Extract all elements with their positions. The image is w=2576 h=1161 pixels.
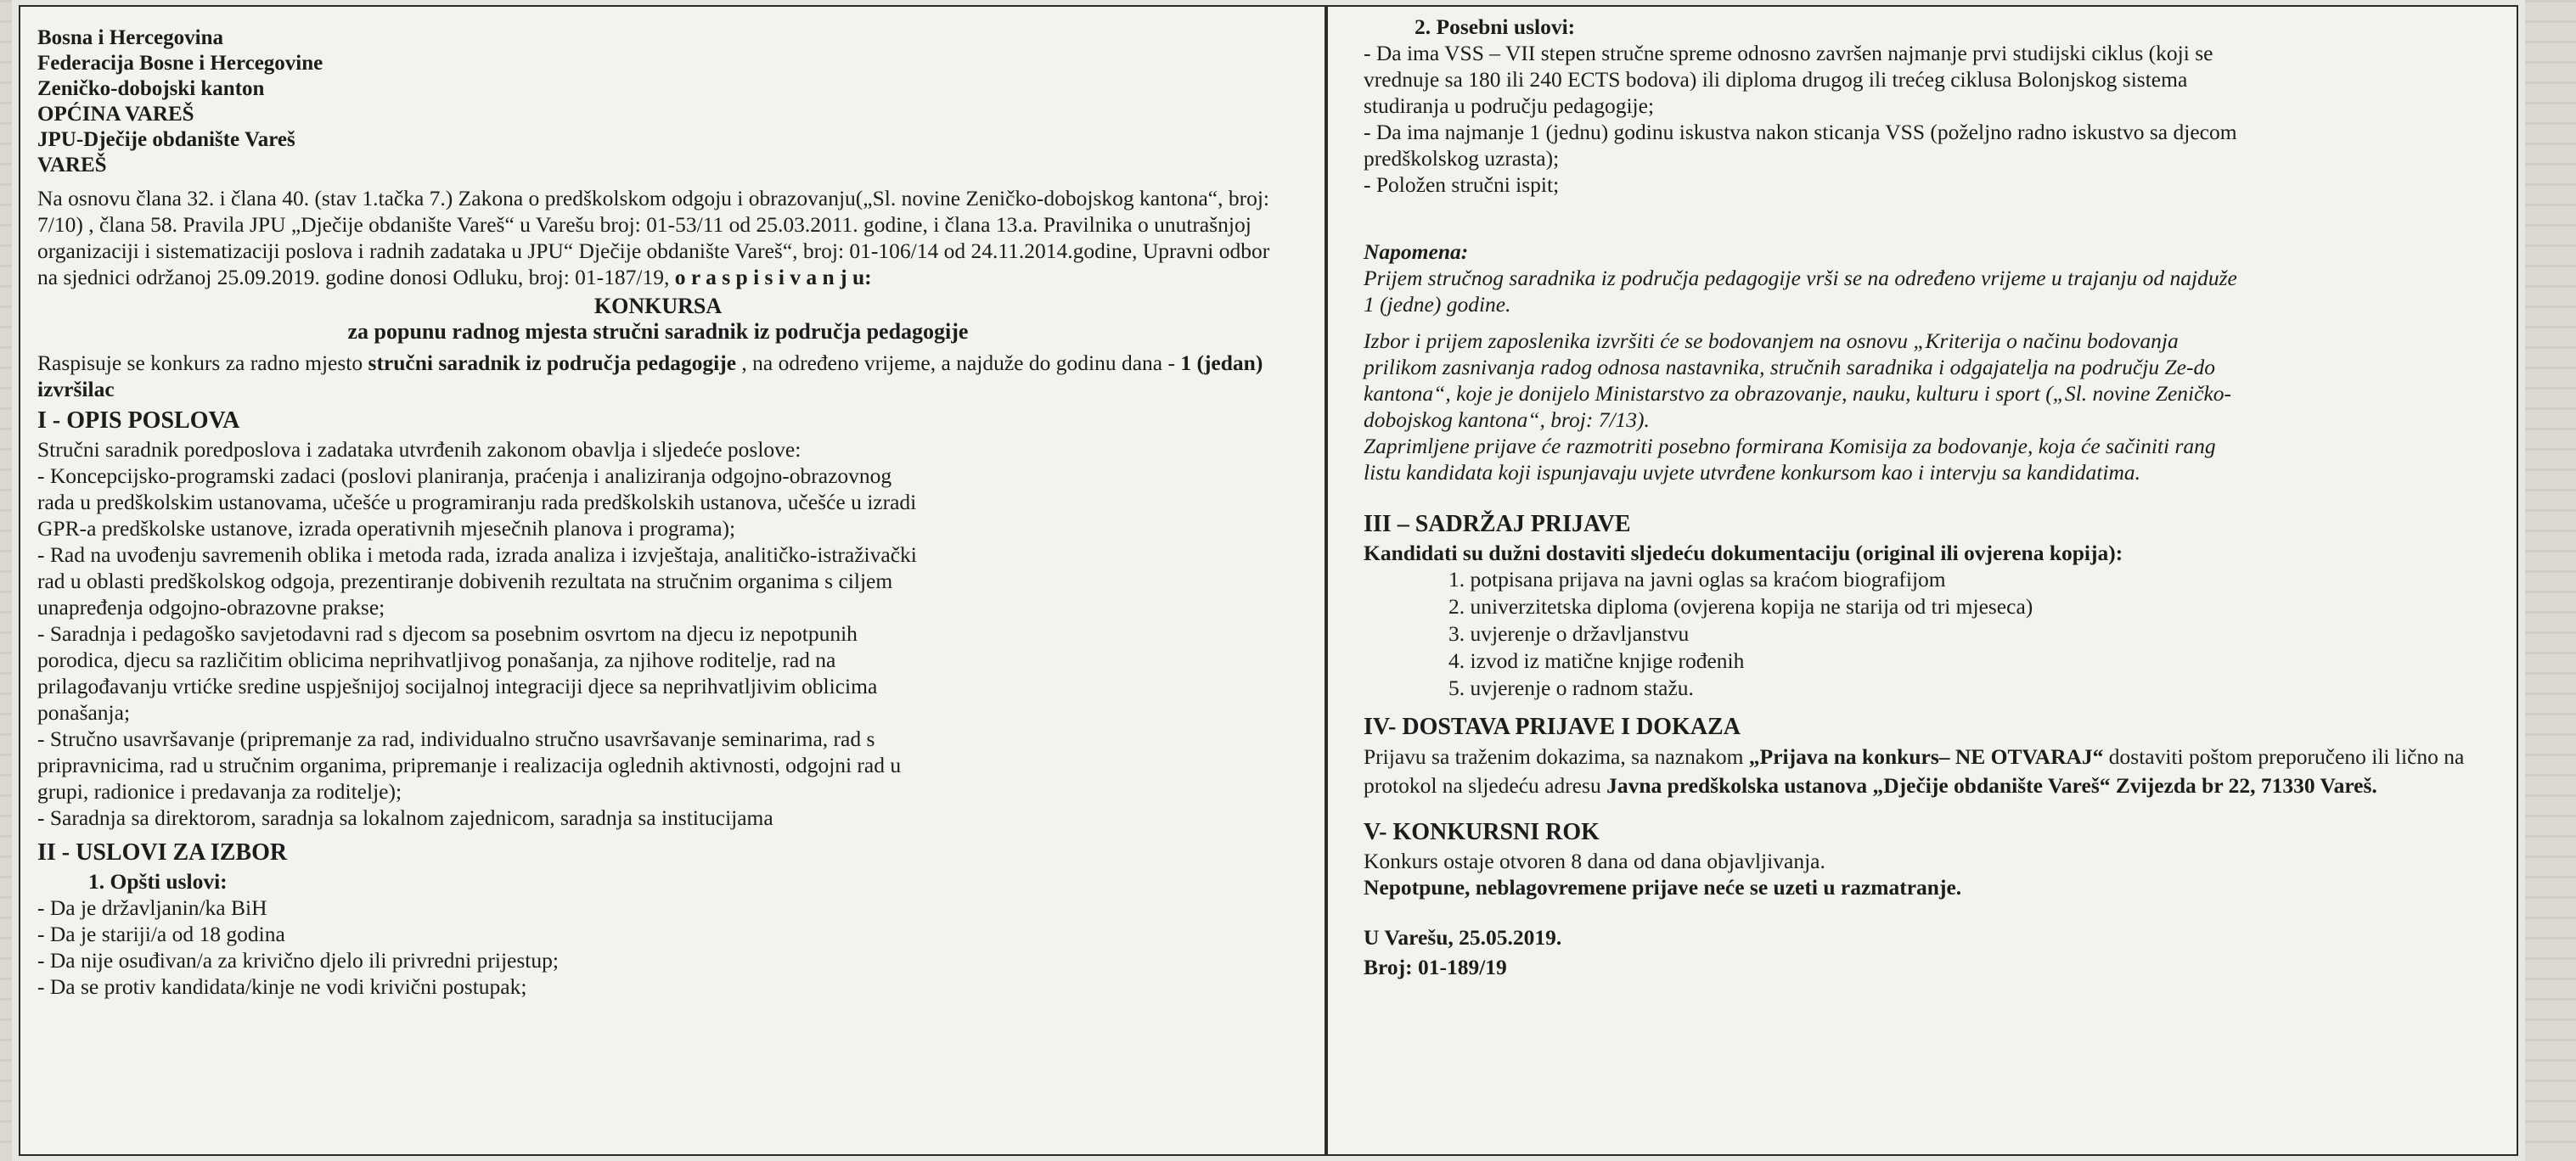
job-description-line: - Saradnja sa direktorom, saradnja sa lokalnom zajednicom, saradnja sa institucijama — [37, 805, 773, 830]
section-heading-delivery: IV- DOSTAVA PRIJAVE I DOKAZA — [1364, 714, 1741, 740]
required-documents-list — [1364, 566, 2505, 702]
section-heading-selection-conditions: II - USLOVI ZA IZBOR — [37, 839, 288, 866]
job-description-line: prilagođavanju vrtićke sredine uspješnijoj socijalnoj integraciji djece sa neprihvatljivim oblicima — [37, 674, 878, 698]
deadline-line: Konkurs ostaje otvoren 8 dana od dana objavljivanja. — [1364, 849, 1825, 873]
special-conditions-list — [1364, 40, 2505, 198]
job-description-line: rada u predškolskim ustanovama, učešće u programiranju rada predškolskih ustanova, učešće u izradi — [37, 490, 917, 514]
note-paragraph-2 — [1364, 328, 2505, 485]
special-conditions-heading: 2. Posebni uslovi: — [1415, 14, 1576, 39]
section-heading-deadline: V- KONKURSNI ROK — [1364, 819, 1600, 845]
note-line: prilikom zasnivanja radog odnosa nastavnika, stručnih saradnika i odgajatelja na području Ze-do — [1364, 355, 2215, 379]
required-document-item: 5. uvjerenje o radnom stažu. — [1448, 676, 1694, 700]
general-condition-item: - Da nije osuđivan/a za krivično djelo ili privredni prijestup; — [37, 948, 559, 973]
right-column — [1350, 7, 2513, 1154]
reference-number: Broj: 01-189/19 — [1364, 955, 1507, 979]
announcement-prefix: Raspisuje se konkurs za radno mjesto — [37, 351, 368, 375]
note-line: dobojskog kantona“, broj: 7/13). — [1364, 407, 1650, 432]
job-description-line: - Saradnja i pedagoško savjetodavni rad s djecom sa posebnim osvrtom na djecu iz nepotpunih — [37, 621, 858, 646]
section-heading-application-content: III – SADRŽAJ PRIJAVE — [1364, 511, 1631, 537]
note-heading: Napomena: — [1364, 239, 1469, 264]
job-advertisement — [19, 5, 2518, 1156]
left-column — [20, 7, 1294, 1154]
place-and-date: U Varešu, 25.05.2019. — [1364, 925, 1562, 950]
delivery-text-2: dostaviti poštom preporučeno ili lično na protokol na sljedeću adresu — [1364, 744, 2465, 798]
position-count: 1 (jedan) izvršilac — [37, 351, 1263, 401]
required-document-item: 2. univerzitetska diploma (ovjerena kopija ne starija od tri mjeseca) — [1448, 594, 2033, 619]
position-name: stručni saradnik iz područja pedagogije — [368, 351, 737, 375]
delivery-address: Javna predškolska ustanova „Dječije obdanište Vareš“ Zvijezda br 22, 71330 Vareš. — [1606, 773, 2377, 798]
note-line: listu kandidata koji ispunjavaju uvjete utvrđene konkursom kao i intervju sa kandidatima. — [1364, 460, 2141, 485]
header-line: Zeničko-dobojski kanton — [37, 77, 265, 100]
job-description-line: - Rad na uvođenju savremenih oblika i metoda rada, izrada analiza i izvještaja, analitičko-istraživački — [37, 542, 917, 567]
general-conditions-list — [37, 895, 1279, 1000]
special-condition-line: predškolskog uzrasta); — [1364, 146, 1560, 171]
general-conditions-heading: 1. Opšti uslovi: — [88, 869, 228, 894]
announcement-duration: , na određeno vrijeme, a najduže do godinu dana - — [736, 351, 1181, 375]
delivery-paragraph — [1364, 743, 2505, 800]
job-description-line: rad u oblasti predškolskog odgoja, prezentiranje dobivenih rezultata na stručnim organima s ciljem — [37, 569, 893, 593]
note-line: Izbor i prijem zaposlenika izvršiti će se bodovanjem na osnovu „Kriterija o načinu bodovanja — [1364, 328, 2179, 353]
job-description-line: unapređenja odgojno-obrazovne prakse; — [37, 595, 385, 620]
note-line: Prijem stručnog saradnika iz područja pedagogije vrši se na određeno vrijeme u trajanju od najduže — [1364, 266, 2237, 290]
legal-basis-text: Na osnovu člana 32. i člana 40. (stav 1.tačka 7.) Zakona o predškolskom odgoju i obrazovanju(„Sl. novine Zeničko-dobojskog kantona“, broj: 7/10) , člana 58. Pravila JPU „Dječije obdanište Vareš“ u Varešu broj: 01-53/11 od 25.03.2011. godine, i člana 13.a. Pravilnika o unutrašnjoj organizaciji i sistematizaciji poslova i radnih zadataka u JPU“ Dječije obdanište Vareš“, broj: 01-106/14 od 24.11.2014.godine, Upravni odbor na sjednici održanoj 25.09.2019. godine donosi Odluku, broj: 01-187/19, — [37, 186, 1270, 289]
general-condition-item: - Da se protiv kandidata/kinje ne vodi krivični postupak; — [37, 974, 527, 999]
note-paragraph-1 — [1364, 265, 2505, 317]
required-document-item: 3. uvjerenje o državljanstvu — [1448, 621, 1690, 646]
special-condition-line: - Položen stručni ispit; — [1364, 172, 1560, 197]
job-description-line: porodica, djecu sa različitim oblicima neprihvatljivog ponašanja, za njihove roditelje, rad na — [37, 648, 836, 672]
job-description-line: grupi, radionice i predavanja za roditelje); — [37, 779, 402, 804]
special-condition-line: studiranja u području pedagogije; — [1364, 93, 1655, 118]
legal-basis-paragraph — [37, 185, 1279, 290]
general-condition-item: - Da je stariji/a od 18 godina — [37, 922, 285, 946]
header-line: OPĆINA VAREŠ — [37, 103, 194, 126]
column-divider — [1325, 7, 1328, 1154]
newspaper-edge-left — [0, 0, 12, 1161]
competition-subtitle: za popunu radnog mjesta stručni saradnik iz područja pedagogije — [347, 319, 969, 344]
job-description-line: Stručni saradnik poredposlova i zadataka utvrđenih zakonom obavlja i sljedeće poslove: — [37, 437, 801, 462]
special-condition-line: - Da ima najmanje 1 (jednu) godinu iskustva nakon sticanja VSS (poželjno radno iskustvo sa djecom — [1364, 120, 2237, 144]
job-description-list — [37, 436, 1279, 831]
job-description-line: - Stručno usavršavanje (pripremanje za rad, individualno stručno usavršavanje seminarima, rad s — [37, 726, 875, 751]
note-line: Zaprimljene prijave će razmotriti posebno formirana Komisija za bodovanje, koja će sačiniti rang — [1364, 434, 2216, 458]
incomplete-applications-note: Nepotpune, neblagovremene prijave neće se uzeti u razmatranje. — [1364, 875, 1962, 900]
general-condition-item: - Da je državljanin/ka BiH — [37, 895, 267, 920]
section-heading-job-description: I - OPIS POSLOVA — [37, 407, 240, 434]
job-description-line: - Koncepcijsko-programski zadaci (poslovi planiranja, praćenja i analiziranja odgojno-obrazovnog — [37, 463, 892, 488]
header-line: VAREŠ — [37, 154, 107, 177]
newspaper-edge-right — [2525, 0, 2576, 1161]
required-document-item: 1. potpisana prijava na javni oglas sa kraćom biografijom — [1448, 567, 1946, 592]
envelope-marking: „Prijava na konkurs– NE OTVARAJ“ — [1748, 744, 2104, 769]
header-line: JPU-Dječije obdanište Vareš — [37, 128, 295, 151]
job-description-line: pripravnicima, rad u stručnim organima, pripremanje i realizacija oglednih aktivnosti, odgojni rad u — [37, 753, 902, 777]
institution-header — [37, 25, 1279, 178]
required-document-item: 4. izvod iz matične knjige rođenih — [1448, 648, 1745, 673]
job-description-line: GPR-a predškolske ustanove, izrada operativnih mjesečnih planova i programa); — [37, 516, 736, 541]
job-description-line: ponašanja; — [37, 700, 131, 725]
header-line: Federacija Bosne i Hercegovine — [37, 52, 323, 75]
delivery-text: Prijavu sa traženim dokazima, sa naznakom — [1364, 744, 1749, 769]
note-line: kantona“, koje je donijelo Ministarstvo za obrazovanje, nauku, kulturu i sport („Sl. novine Zeničko- — [1364, 381, 2232, 406]
note-line: 1 (jedne) godine. — [1364, 292, 1511, 317]
header-line: Bosna i Hercegovina — [37, 26, 223, 49]
special-condition-line: vrednuje sa 180 ili 240 ECTS bodova) ili diploma drugog ili trećeg ciklusa Bolonjskog sistema — [1364, 67, 2188, 92]
competition-title: KONKURSA — [593, 294, 723, 318]
required-documents-lead: Kandidati su dužni dostaviti sljedeću dokumentaciju (original ili ovjerena kopija): — [1364, 541, 2123, 565]
position-announcement — [37, 350, 1279, 402]
raspisivanju-text: o r a s p i s i v a n j u: — [674, 265, 872, 289]
special-condition-line: - Da ima VSS – VII stepen stručne spreme odnosno završen najmanje prvi studijski ciklus (koji se — [1364, 41, 2213, 65]
